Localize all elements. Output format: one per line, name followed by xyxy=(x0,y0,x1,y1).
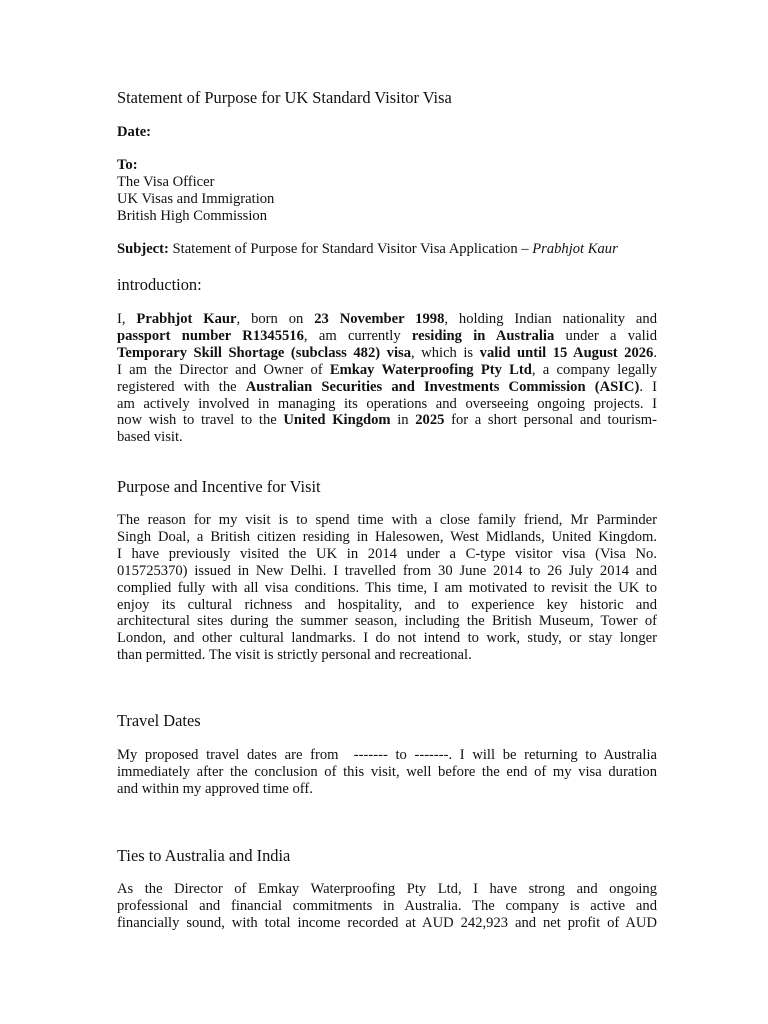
recipient-block xyxy=(117,157,657,225)
paragraph-line: professional and financial commitments in Australia. The company is active and xyxy=(117,897,657,914)
text-run: I, xyxy=(117,311,137,327)
paragraph-line: than permitted. The visit is strictly personal and recreational. xyxy=(117,647,472,664)
paragraph-line: immediately after the conclusion of this visit, well before the end of my visa duration xyxy=(117,763,657,780)
text-run: I am the Director and Owner of xyxy=(117,361,330,378)
paragraph-line xyxy=(117,345,657,362)
text-run: . I xyxy=(639,378,657,395)
text-run: , holding Indian nationality and xyxy=(444,311,657,327)
ties-heading: Ties to Australia and India xyxy=(117,846,291,865)
document-title: Statement of Purpose for UK Standard Visitor Visa xyxy=(117,88,452,107)
travel-dates-paragraph xyxy=(117,747,657,798)
paragraph-line: I have previously visited the UK in 2014 under a C-type visitor visa (Visa No. xyxy=(117,545,657,562)
emphasis-text: United Kingdom xyxy=(283,412,391,429)
emphasis-text: Australian Securities and Investments Commission (ASIC) xyxy=(245,378,640,395)
subject-line xyxy=(117,241,657,258)
date-label: Date: xyxy=(117,124,152,140)
paragraph-line xyxy=(117,362,657,379)
recipient-line: British High Commission xyxy=(117,207,268,224)
paragraph-line: financially sound, with total income recorded at AUD 242,923 and net profit of AUD xyxy=(117,914,657,931)
recipient-line: UK Visas and Immigration xyxy=(117,190,275,207)
emphasis-text: valid until 15 August 2026 xyxy=(479,344,654,361)
text-run: for a short personal and tourism- xyxy=(444,412,657,429)
emphasis-text: passport number R1345516 xyxy=(117,327,304,344)
text-run: am actively involved in managing its operations and overseeing ongoing projects. I xyxy=(117,395,657,412)
paragraph-line xyxy=(117,311,657,328)
emphasis-text: 23 November 1998 xyxy=(314,311,445,327)
paragraph-line: Singh Doal, a British citizen residing in Halesowen, West Midlands, United Kingdom. xyxy=(117,528,657,545)
travel-dates-heading: Travel Dates xyxy=(117,711,201,730)
paragraph-line: London, and other cultural landmarks. I do not intend to work, study, or stay longer xyxy=(117,630,657,647)
emphasis-text: Emkay Waterproofing Pty Ltd xyxy=(329,361,532,378)
text-run: now wish to travel to the xyxy=(117,412,284,429)
text-run: , a company legally xyxy=(531,361,658,378)
paragraph-line: enjoy its cultural richness and hospitality, and to experience key historic and xyxy=(117,596,657,613)
paragraph-line xyxy=(117,379,657,396)
date-field xyxy=(117,124,657,141)
emphasis-text: Prabhjot Kaur xyxy=(136,311,237,327)
subject-text: Statement of Purpose for Standard Visitor Visa Application – xyxy=(168,241,533,257)
purpose-heading: Purpose and Incentive for Visit xyxy=(117,477,321,496)
paragraph-line: As the Director of Emkay Waterproofing Pty Ltd, I have strong and ongoing xyxy=(117,881,657,897)
recipient-line: The Visa Officer xyxy=(117,173,215,190)
text-run: , which is xyxy=(411,344,480,361)
subject-applicant-name: Prabhjot Kaur xyxy=(532,241,618,257)
paragraph-line: architectural sites during the summer season, including the British Museum, Tower of xyxy=(117,613,657,630)
paragraph-line xyxy=(117,429,657,446)
subject-label: Subject: xyxy=(117,241,169,257)
paragraph-line: My proposed travel dates are from ------- to -------. I will be returning to Australia xyxy=(117,747,657,763)
text-run: registered with the xyxy=(117,378,246,395)
paragraph-line xyxy=(117,396,657,413)
paragraph-line xyxy=(117,412,657,429)
text-run: , am currently xyxy=(303,327,412,344)
paragraph-line: 015725370) issued in New Delhi. I travelled from 30 June 2014 to 26 July 2014 and xyxy=(117,562,657,579)
to-label: To: xyxy=(117,157,138,173)
text-run: in xyxy=(390,412,416,429)
emphasis-text: Temporary Skill Shortage (subclass 482) visa xyxy=(117,344,411,361)
ties-paragraph xyxy=(117,881,657,932)
introduction-heading: introduction: xyxy=(117,275,202,294)
introduction-paragraph xyxy=(117,311,657,446)
paragraph-line xyxy=(117,328,657,345)
text-run: based visit. xyxy=(117,429,183,446)
text-run: under a valid xyxy=(554,327,657,344)
paragraph-line: The reason for my visit is to spend time with a close family friend, Mr Parminder xyxy=(117,512,657,528)
emphasis-text: 2025 xyxy=(415,412,445,429)
paragraph-line: and within my approved time off. xyxy=(117,780,313,797)
text-run: . xyxy=(653,344,658,361)
emphasis-text: residing in Australia xyxy=(411,327,555,344)
purpose-paragraph xyxy=(117,512,657,664)
paragraph-line: complied fully with all visa conditions. This time, I am motivated to revisit the UK to xyxy=(117,579,657,596)
text-run: , born on xyxy=(236,311,315,327)
